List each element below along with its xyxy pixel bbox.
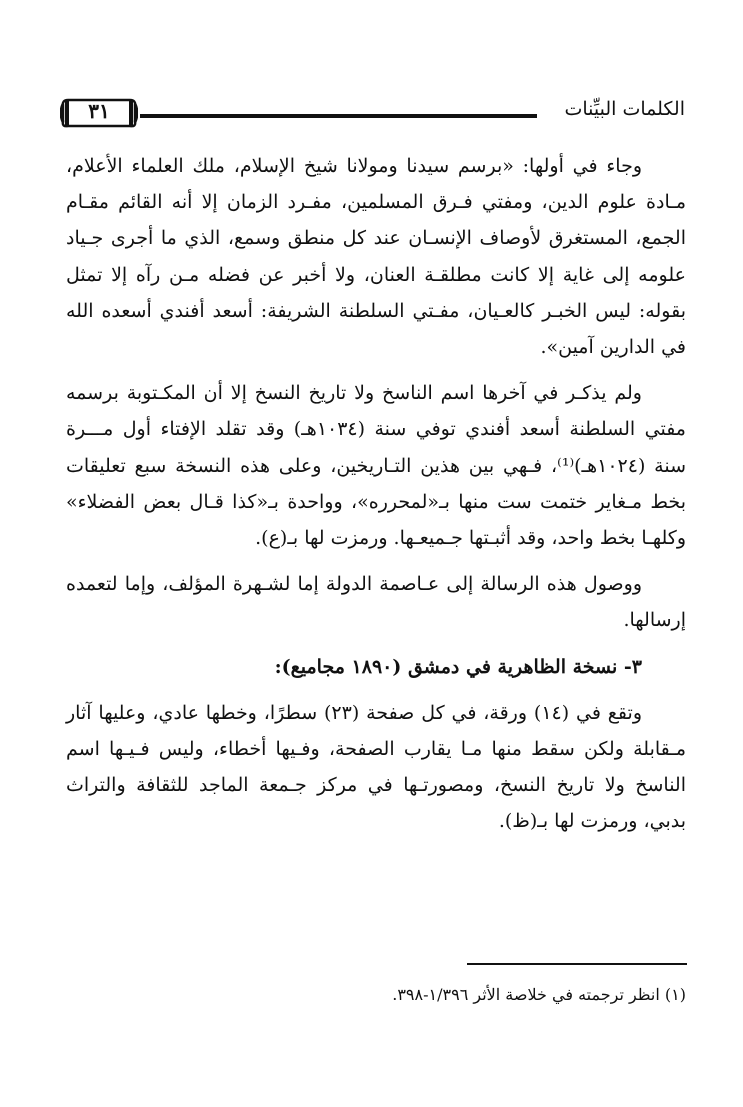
main-text — [66, 148, 686, 840]
running-title: الكلمات البيِّنات — [564, 98, 685, 120]
running-header — [60, 92, 685, 132]
paragraph: وتقع في (١٤) ورقة، في كل صفحة (٢٣) سطرًا، وخطها عادي، وعليها آثار مـقابلة ولكن سقط منها مـا يقارب الصفحة، وفـيها أخطاء، وليس فـيـها اسم الناسخ ولا تاريخ النسخ، ومصورتـها في مركز جـمعة الماجد للثقافة والتراث بدبي، ورمزت لها بـ(ظ). — [66, 701, 686, 833]
paragraph: وجاء في أولها: «برسم سيدنا ومولانا شيخ الإسلام، ملك العلماء الأعلام، مـادة علوم الدين، ومفتي فـرق المسلمين، مفـرد الزمان إلا أنه القائم مقـام الجمع، المستغرق لأوصاف الإنسـان عند كل منطق وسمع، الذي ما أجرى جـياد علومه إلى غاية إلا كانت مطلقـة العنان، ولا أخبر عن فضله مـن رآه إلا تمثل بقوله: ليس الخبـر كالعـيان، مفـتي السلطنة الشريفة: أسعد أفندي أسعده الله في الدارين آمين». — [66, 155, 686, 359]
paragraph: ووصول هذه الرسالة إلى عـاصمة الدولة إما لشـهرة المؤلف، وإما لتعمده إرسالها. — [66, 573, 686, 632]
section-heading: ٣- نسخة الظاهرية في دمشق (١٨٩٠ مجاميع): — [274, 655, 642, 678]
page-number: ٣١ — [88, 99, 110, 123]
page-number-badge — [60, 96, 138, 130]
paragraph: ولم يذكـر في آخرها اسم الناسخ ولا تاريخ النسخ إلا أن المكـتوبة برسمه مفتي السلطنة أسعد أفندي توفي سنة (١٠٣٤هـ) وقد تقلد الإفتاء أول مـــرة سنة (١٠٢٤هـ)⁽¹⁾، فـهي بين هذين التـاريخين، وعلى هذه النسخة سبع تعليقات بخط مـغاير ختمت ست منها بـ«لمحرره»، وواحدة بـ«كذا قـال بعض الفضلاء» وكلهـا بخط واحد، وقد أثبـتها جـميعـها. ورمزت لها بـ(ع). — [66, 382, 686, 550]
footnote-rule — [467, 963, 687, 965]
header-rule — [140, 114, 537, 118]
footnote: (١) انظر ترجمته في خلاصة الأثر ١/٣٩٦-٣٩٨. — [392, 985, 686, 1004]
